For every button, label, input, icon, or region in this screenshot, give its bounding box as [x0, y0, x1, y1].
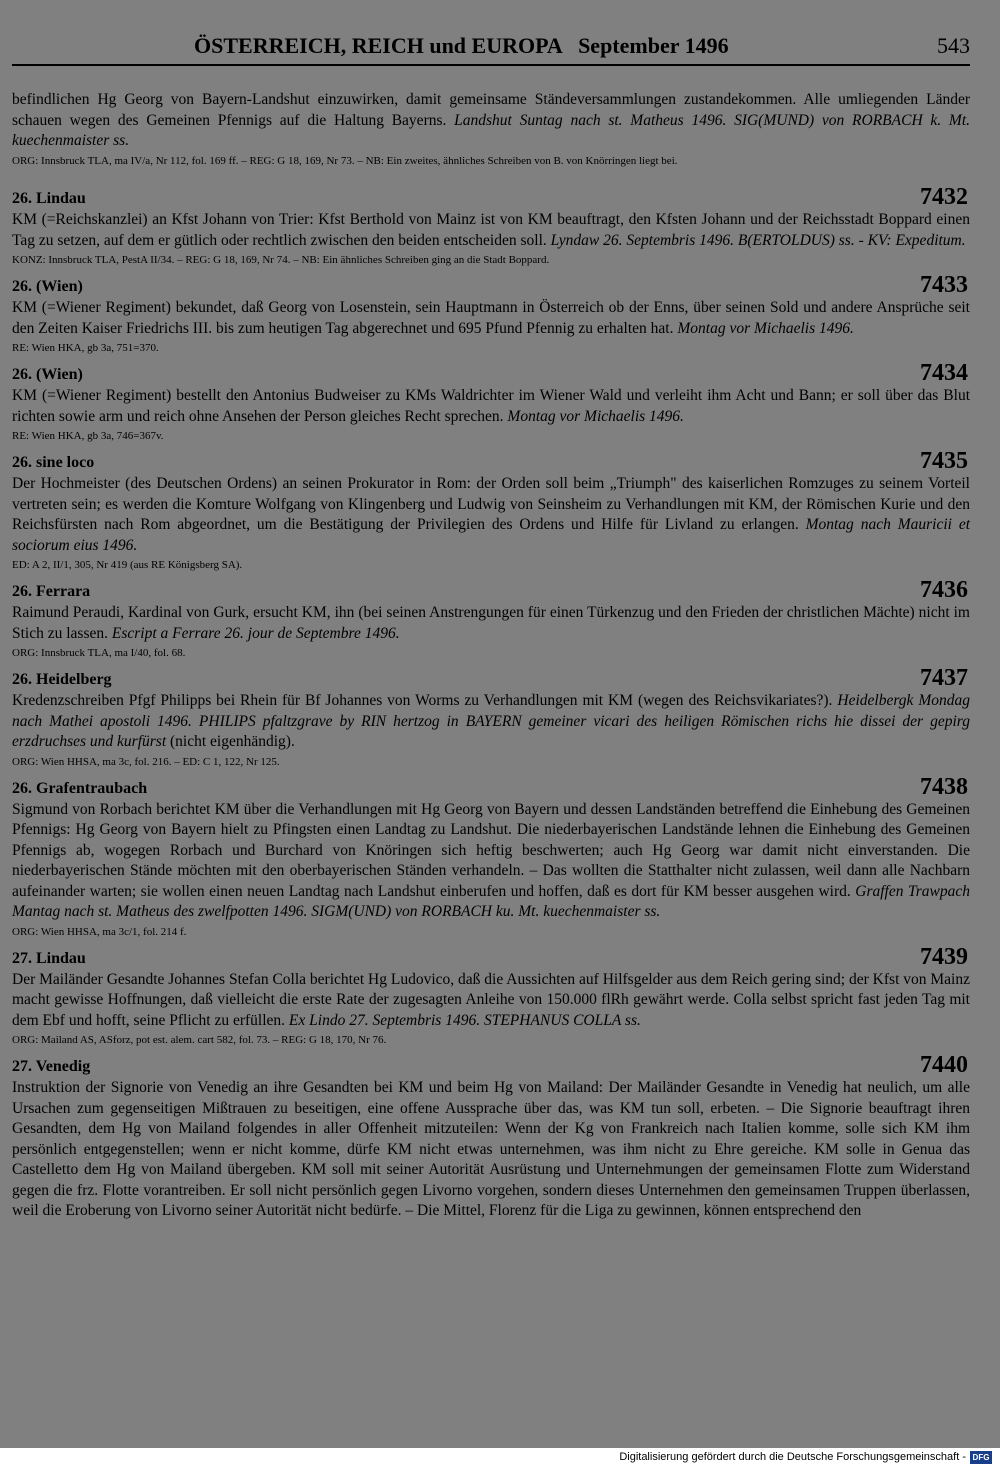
- footer-text: Digitalisierung gefördert durch die Deutsche Forschungsgemeinschaft -: [619, 1451, 966, 1463]
- entry-note: ED: A 2, II/1, 305, Nr 419 (aus RE Königsberg SA).: [12, 559, 243, 571]
- entry-number: 7434: [920, 360, 968, 386]
- intro-continuation: [12, 90, 970, 169]
- entry-head: [12, 773, 970, 800]
- entry-date-place: 26. Lindau: [12, 190, 86, 207]
- regest-entry: [12, 448, 971, 573]
- entry-body: Der Hochmeister (des Deutschen Ordens) an seinen Prokurator in Rom: der Orden soll beim „Triumph" des kaiserlichen Romzuges zu seinem Vorteil vertreten sein; es werden die Komture Wolfgang von Klingenberg und Ludwig von Seinsheim zu Verhandlungen mit KM, der Römischen Kurie und den Reichsfürsten nach Rom abgeordnet, um die Bestätigung der Privilegien des Ordens und Hilfe für Livland zu erlangen. Montag nach Mauricii et sociorum eius 1496.: [12, 475, 971, 554]
- entry-head: [12, 448, 970, 474]
- entry-date-place: 26. (Wien): [12, 278, 83, 295]
- entry-head: [12, 1052, 970, 1078]
- entry-note: ORG: Wien HHSA, ma 3c, fol. 216. – ED: C 1, 122, Nr 125.: [12, 755, 280, 768]
- entry-note: ORG: Innsbruck TLA, ma I/40, fol. 68.: [12, 647, 186, 659]
- regest-entry: [12, 1052, 970, 1222]
- entry-number: 7437: [920, 665, 968, 691]
- entry-date-place: 27. Venedig: [12, 1058, 91, 1075]
- regest-entry: [12, 360, 970, 444]
- running-title: ÖSTERREICH, REICH und EUROPA September 1496: [194, 33, 729, 58]
- entry-head: [12, 184, 970, 210]
- entry-note: ORG: Mailand AS, ASforz, pot est. alem. cart 582, fol. 73. – REG: G 18, 170, Nr 76.: [12, 1034, 387, 1046]
- entry-citation: Escript a Ferrare 26. jour de Septembre 1496.: [111, 624, 400, 642]
- entry-number: 7432: [920, 184, 968, 210]
- entry-citation: Montag vor Michaelis 1496.: [507, 407, 684, 425]
- entry-date-place: 26. Heidelberg: [12, 671, 112, 688]
- entry-body: Raimund Peraudi, Kardinal von Gurk, ersucht KM, ihn (bei seinen Anstrengungen für einen Türkenzug und den Frieden der christlichen Mächte) nicht im Stich zu lassen. Escript a Ferrare 26. jour de Septembre 1496.: [12, 604, 970, 642]
- entry-head: [12, 272, 970, 298]
- entry-citation: Heidelbergk Mondag nach Mathei apostoli 1496. PHILIPS pfaltzgrave by RIN hertzog in BAYERN gemeiner vicari des heiligen Römischen richs hie dissei der gepirg erzdruchses und kurfürst: [12, 692, 970, 750]
- entry-citation: Lyndaw 26. Septembris 1496. B(ERTOLDUS) ss. - KV: Expeditum.: [550, 231, 966, 249]
- entry-date-place: 26. sine loco: [12, 454, 95, 471]
- entry-number: 7440: [920, 1052, 968, 1078]
- entry-body: KM (=Wiener Regiment) bestellt den Antonius Budweiser zu KMs Waldrichter im Wiener Wald und verleiht ihm Acht und Bann; er soll über das Blut richten sowie arm und reich ohne Ansehen der Person gleiches Recht sprechen. Montag vor Michaelis 1496.: [12, 387, 970, 425]
- entry-number: 7439: [920, 943, 968, 970]
- regest-entry: [12, 773, 971, 940]
- entry-citation: Montag vor Michaelis 1496.: [677, 319, 854, 337]
- entry-number: 7435: [920, 448, 968, 474]
- entry-body: Kredenzschreiben Pfgf Philipps bei Rhein für Bf Johannes von Worms zu Verhandlungen mit KM (wegen des Reichsvikariates?). Heidelbergk Mondag nach Mathei apostoli 1496. PHILIPS pfaltzgrave by RIN hertzog in BAYERN gemeiner vicari des heiligen Römischen richs hie dissei der gepirg erzdruchses und kurfürst (nicht eigenhändig).: [12, 692, 970, 750]
- entry-head: [12, 665, 970, 691]
- regest-entry: [12, 184, 970, 268]
- entry-note: KONZ: Innsbruck TLA, PestA II/34. – REG: G 18, 169, Nr 74. – NB: Ein ähnliches Schreiben ging an die Stadt Boppard.: [12, 254, 550, 266]
- entries-list: [12, 184, 971, 1230]
- entry-body: Der Mailänder Gesandte Johannes Stefan Colla berichtet Hg Ludovico, daß die Aussichten auf Hilfsgelder aus dem Reich gering sind; der Kfst von Mainz macht gewisse Hoffnungen, daß vielleicht die erste Rate der zugesagten Anleihe von 150.000 flRh gewährt werde. Colla selbst spricht fast jeden Tag mit dem Ebf und hofft, seine Pflicht zu erfüllen. Ex Lindo 27. Septembris 1496. STEPHANUS COLLA ss.: [12, 970, 970, 1029]
- entry-date-place: 26. (Wien): [12, 366, 83, 383]
- entry-number: 7436: [920, 577, 968, 603]
- entry-date-place: 27. Lindau: [12, 949, 86, 967]
- entry-body-after: (nicht eigenhändig).: [170, 733, 295, 750]
- entry-body: befindlichen Hg Georg von Bayern-Landshut einzuwirken, damit gemeinsame Ständeversammlungen zustandekommen. Alle umliegenden Länder schauen wegen des Gemeinen Pfennigs auf die Haltung Bayerns. Landshut Suntag nach st. Matheus 1496. SIG(MUND) von RORBACH k. Mt. kuechenmaister ss.: [12, 91, 971, 149]
- entry-note: ORG: Wien HHSA, ma 3c/1, fol. 214 f.: [12, 925, 187, 938]
- header-rule: [12, 64, 970, 66]
- digitization-footer: [0, 1448, 1000, 1468]
- entry-body: Sigmund von Rorbach berichtet KM über die Verhandlungen mit Hg Georg von Bayern und dessen Landständen betreffend die Einhebung des Gemeinen Pfennigs: Hg Georg von Bayern hielt zu Pfingsten einen Landtag zu Landshut. Die niederbayerischen Landstände lehnen die Einhebung des Gemeinen Pfennigs ab, wogegen Rorbach und Burchard von Knöringen sich heftig beschwerten; auch Hg Georg war damit nicht einverstanden. Die niederbayerischen Stände möchten mit den oberbayerischen Ständen verhandeln. – Das wollten die Statthalter nicht zulassen, weil dann alle Nachbarn aufeinander warten; sie wollen einen neuen Landtag nach Landshut einberufen und hoffen, daß es dort für KM besser ausgehen wird. Graffen Trawpach Mantag nach st. Matheus des zwelfpotten 1496. SIGM(UND) von RORBACH ku. Mt. kuechenmaister ss.: [12, 800, 971, 920]
- regest-entry: [12, 272, 970, 356]
- page-header: [12, 28, 970, 64]
- entry-head: [12, 577, 970, 603]
- entry-number: 7433: [920, 272, 968, 298]
- page-number: 543: [937, 33, 970, 58]
- dfg-logo: DFG: [970, 1451, 992, 1464]
- entry-number: 7438: [920, 773, 968, 800]
- entry-head: [12, 943, 970, 970]
- entry-head: [12, 360, 970, 386]
- entry-body: KM (=Reichskanzlei) an Kfst Johann von Trier: Kfst Berthold von Mainz ist von KM beauftragt, den Kfsten Johann und der Reichsstadt Boppard einen Tag zu setzen, auf dem er gütlich oder rechtlich zwischen den beiden entscheiden soll. Lyndaw 26. Septembris 1496. B(ERTOLDUS) ss. - KV: Expeditum.: [12, 211, 970, 249]
- entry-date-place: 26. Ferrara: [12, 583, 91, 600]
- regest-entry: [12, 665, 970, 770]
- regest-entry: [12, 577, 970, 661]
- entry-body: KM (=Wiener Regiment) bekundet, daß Georg von Losenstein, sein Hauptmann in Österreich ob der Enns, über seinen Sold und andere Ansprüche seit den Zeiten Kaiser Friedrichs III. bis zum heutigen Tag abgerechnet und 695 Pfund Pfennig zu erhalten hat. Montag vor Michaelis 1496.: [12, 299, 970, 337]
- entry-citation: Landshut Suntag nach st. Matheus 1496. SIG(MUND) von RORBACH k. Mt. kuechenmaister ss.: [12, 111, 971, 149]
- entry-note: ORG: Innsbruck TLA, ma IV/a, Nr 112, fol. 169 ff. – REG: G 18, 169, Nr 73. – NB: Ein zweites, ähnliches Schreiben von B. von Knörringen liegt bei.: [12, 154, 678, 167]
- entry-citation: Montag nach Mauricii et sociorum eius 1496.: [12, 516, 971, 554]
- entry-citation: Ex Lindo 27. Septembris 1496. STEPHANUS COLLA ss.: [288, 1011, 641, 1029]
- entry-note: RE: Wien HKA, gb 3a, 751=370.: [12, 342, 159, 354]
- entry-note: RE: Wien HKA, gb 3a, 746=367v.: [12, 430, 164, 442]
- regest-entry: [12, 943, 970, 1049]
- entry-date-place: 26. Grafentraubach: [12, 779, 148, 797]
- entry-citation: Graffen Trawpach Mantag nach st. Matheus des zwelfpotten 1496. SIGM(UND) von RORBACH ku. Mt. kuechenmaister ss.: [12, 882, 971, 920]
- document-page: [12, 0, 970, 1440]
- entry-body: Instruktion der Signorie von Venedig an ihre Gesandten bei KM und beim Hg von Mailand: Der Mailänder Gesandte in Venedig hat neulich, um alle Ursachen zum gegenseitigen Mißtrauen zu beseitigen, eine offene Aussprache über das, was KM tun soll, erbeten. – Die Signorie beauftragt ihren Gesandten, dem Hg von Mailand folgendes in aller Offenheit mitzuteilen: Wenn der Kg von Frankreich nach Italien komme, solle sich KM ihm persönlich entgegenstellen; wenn er nicht komme, dürfe KM nicht etwas unternehmen, was ihm nicht zu Ehre gereiche. KM solle in Genua das Castelletto dem Hg von Mailand übergeben. KM soll mit seiner Autorität Ausrüstung und Unternehmungen der gemeinsamen Flotte zum Widerstand gegen die frz. Flotte vorantreiben. Er soll nicht persönlich gegen Livorno vorgehen, sondern dieses Unternehmen den gemeinsamen Truppen überlassen, weil die Eroberung von Livorno seiner Autorität nicht bedürfe. – Die Mittel, Florenz für die Liga zu gewinnen, können entsprechend den: [12, 1079, 970, 1219]
